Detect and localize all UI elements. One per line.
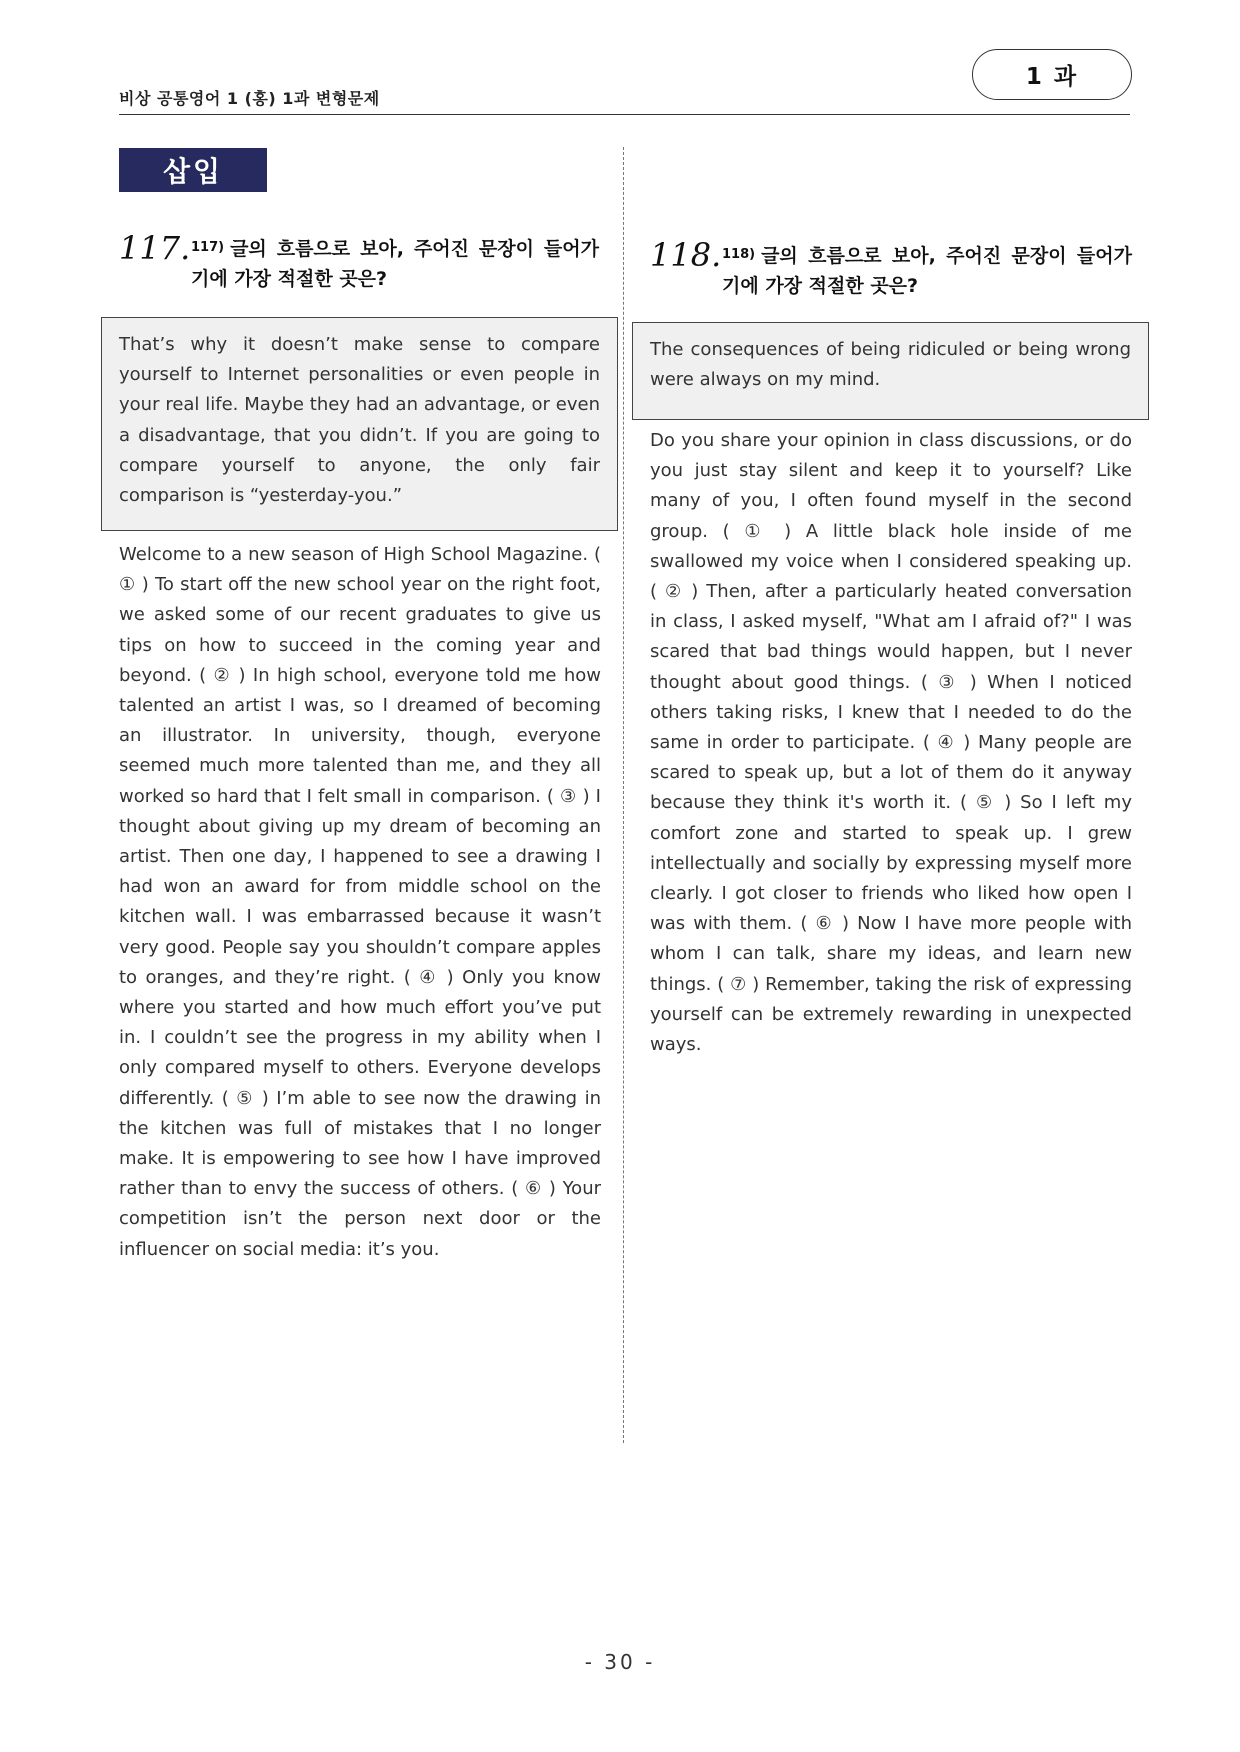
question-prompt-line1: 글의 흐름으로 보아, 주어진 문장이 들어가 — [761, 245, 1132, 267]
question-prompt-line1: 글의 흐름으로 보아, 주어진 문장이 들어가 — [230, 238, 599, 260]
page-number: - 30 - — [584, 1650, 656, 1674]
header-divider — [119, 114, 1130, 115]
given-sentence-box: That’s why it doesn’t make sense to compare yourself to Internet personalities or even people in your real life. Maybe they had an advantage, or even a disadvantage, that you didn’t. If you are going to compare yourself to anyone, the only fair comparison is “yesterday-you.” — [101, 317, 618, 531]
document-header-title: 비상 공통영어 1 (홍) 1과 변형문제 — [119, 89, 380, 108]
question-ref: 117) — [191, 240, 225, 255]
passage-text: Do you share your opinion in class discussions, or do you just stay silent and keep it to yourself? Like many of you, I often found myself in the second group. ( ① ) A little black hole inside of me swallowed my voice when I considered speaking up. ( ② ) Then, after a particularly heated conversation in class, I asked myself, "What am I afraid of?" I was scared that bad things would happen, but I never thought about good things. ( ③ ) When I noticed others taking risks, I knew that I needed to do the same in order to participate. ( ④ ) Many people are scared to speak up, but a lot of them do it anyway because they think it's worth it. ( ⑤ ) So I left my comfort zone and started to speak up. I grew intellectually and socially by expressing myself more clearly. I got closer to friends who liked how open I was with them. ( ⑥ ) Now I have more people with whom I can talk, share my ideas, and learn new things. ( ⑦ ) Remember, taking the risk of expressing yourself can be extremely rewarding in unexpected ways. — [650, 430, 1132, 1056]
question-prompt — [722, 241, 1132, 274]
question-prompt-line2: 기에 가장 적절한 곳은? — [191, 268, 388, 290]
question-118 — [650, 236, 1132, 316]
question-number: 118. — [650, 236, 722, 274]
given-sentence-box: The consequences of being ridiculed or being wrong were always on my mind. — [632, 322, 1149, 420]
question-prompt — [191, 234, 599, 267]
question-117 — [119, 229, 599, 309]
section-label: 삽입 — [119, 148, 267, 192]
question-prompt-line2: 기에 가장 적절한 곳은? — [722, 275, 919, 297]
lesson-badge: 1 과 — [972, 49, 1132, 100]
column-divider — [623, 147, 624, 1443]
question-number: 117. — [119, 229, 191, 267]
question-ref: 118) — [722, 247, 756, 262]
passage-text: Welcome to a new season of High School Magazine. ( ① ) To start off the new school year on the right foot, we asked some of our recent graduates to give us tips on how to succeed in the coming year and beyond. ( ② ) In high school, everyone told me how talented an artist I was, so I dreamed of becoming an illustrator. In university, though, everyone seemed much more talented than me, and they all worked so hard that I felt small in comparison. ( ③ ) I thought about giving up my dream of becoming an artist. Then one day, I happened to see a drawing I had won an award for from middle school on the kitchen wall. I was embarrassed because it wasn’t very good. People say you shouldn’t compare apples to oranges, and they’re right. ( ④ ) Only you know where you started and how much effort you’ve put in. I couldn’t see the progress in my ability when I only compared myself to others. Everyone develops differently. ( ⑤ ) I’m able to see now the drawing in the kitchen was full of mistakes that I no longer make. It is empowering to see how I have improved rather than to envy the success of others. ( ⑥ ) Your competition isn’t the person next door or the influencer on social media: it’s you. — [119, 544, 601, 1260]
